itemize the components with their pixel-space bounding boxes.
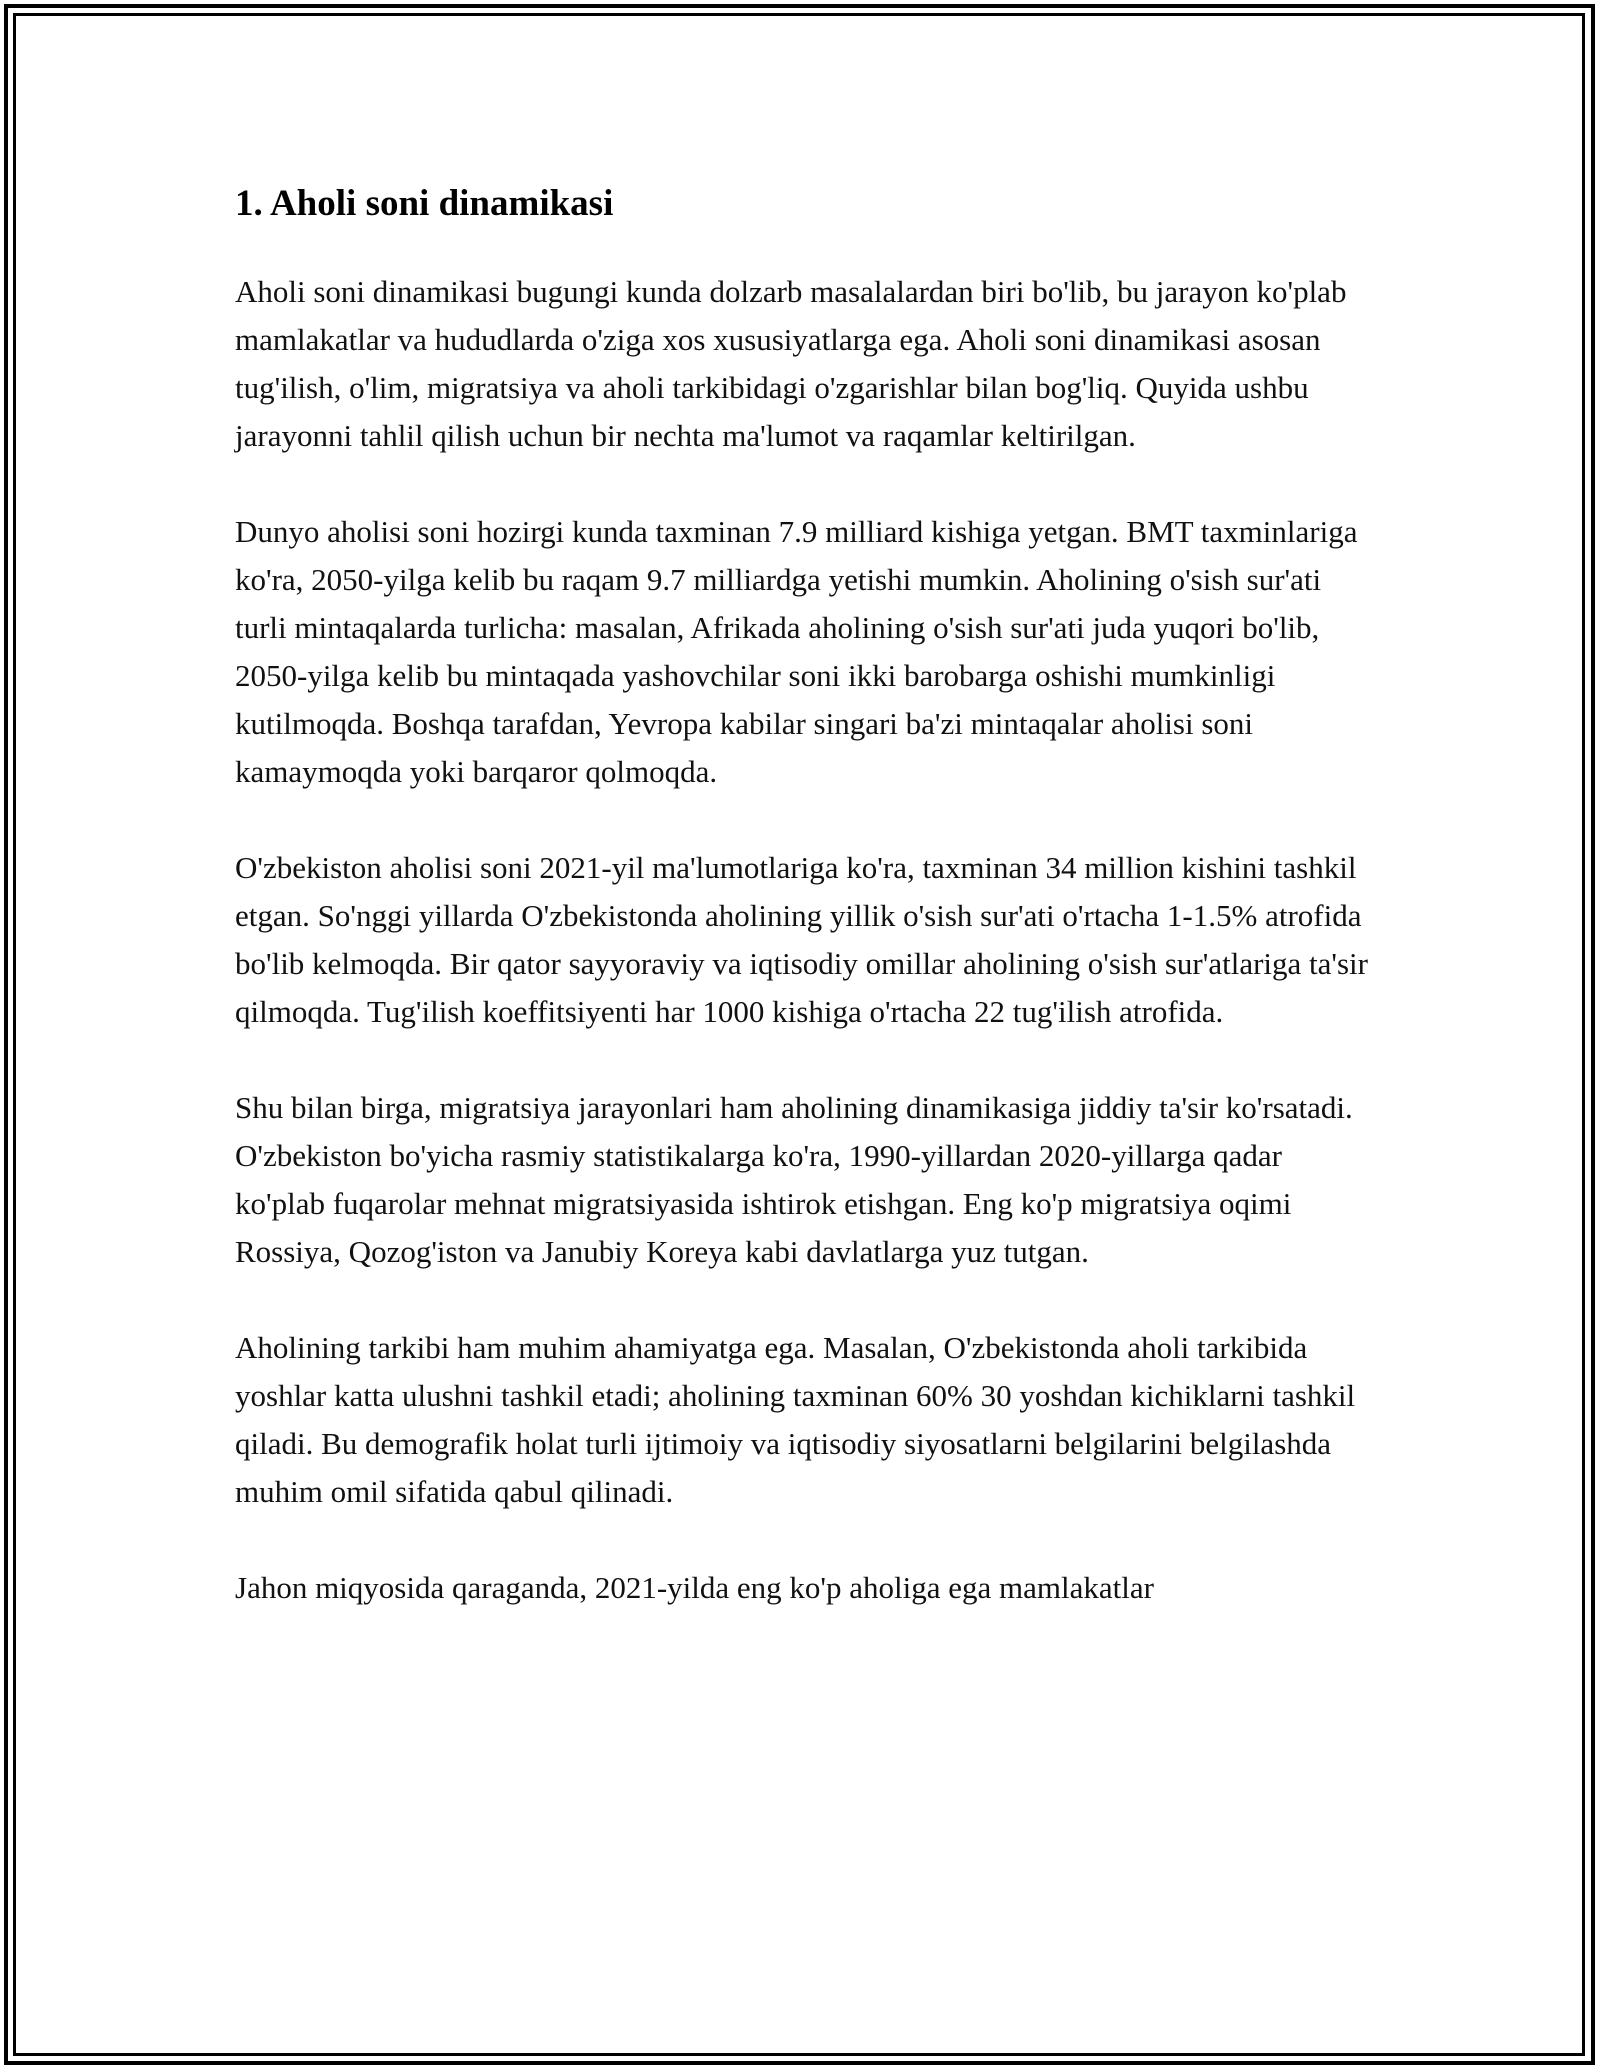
section-heading: 1. Aholi soni dinamikasi	[235, 183, 614, 224]
paragraph-intro: Aholi soni dinamikasi bugungi kunda dolzarb masalalardan biri bo'lib, bu jarayon ko'plab mamlakatlar va hududlarda o'ziga xos xususiyatlarga ega. Aholi soni dinamikasi asosan tug'ilish, o'lim, migratsiya va aholi tarkibidagi o'zgarishlar bilan bog'liq. Quyida ushbu jarayonni tahlil qilish uchun bir nechta ma'lumot va raqamlar keltirilgan.	[235, 274, 1347, 454]
paragraph-global-comparison: Jahon miqyosida qaraganda, 2021-yilda eng ko'p aholiga ega mamlakatlar	[235, 1570, 1154, 1606]
document-body	[235, 182, 1375, 1660]
paragraph-migration: Shu bilan birga, migratsiya jarayonlari ham aholining dinamikasiga jiddiy ta'sir ko'rsatadi. O'zbekiston bo'yicha rasmiy statistikalarga ko'ra, 1990-yillardan 2020-yillarga qadar ko'plab fuqarolar mehnat migratsiyasida ishtirok etishgan. Eng ko'p migratsiya oqimi Rossiya, Qozog'iston va Janubiy Koreya kabi davlatlarga yuz tutgan.	[235, 1090, 1353, 1270]
paragraph-uzbekistan-population: O'zbekiston aholisi soni 2021-yil ma'lumotlariga ko'ra, taxminan 34 million kishini tashkil etgan. So'nggi yillarda O'zbekistonda aholining yillik o'sish sur'ati o'rtacha 1-1.5% atrofida bo'lib kelmoqda. Bir qator sayyoraviy va iqtisodiy omillar aholining o'sish sur'atlariga ta'sir qilmoqda. Tug'ilish koeffitsiyenti har 1000 kishiga o'rtacha 22 tug'ilish atrofida.	[235, 850, 1368, 1030]
paragraph-world-population: Dunyo aholisi soni hozirgi kunda taxminan 7.9 milliard kishiga yetgan. BMT taxminlariga ko'ra, 2050-yilga kelib bu raqam 9.7 milliardga yetishi mumkin. Aholining o'sish sur'ati turli mintaqalarda turlicha: masalan, Afrikada aholining o'sish sur'ati juda yuqori bo'lib, 2050-yilga kelib bu mintaqada yashovchilar soni ikki barobarga oshishi mumkinligi kutilmoqda. Boshqa tarafdan, Yevropa kabilar singari ba'zi mintaqalar aholisi soni kamaymoqda yoki barqaror qolmoqda.	[235, 514, 1358, 790]
paragraph-population-structure: Aholining tarkibi ham muhim ahamiyatga ega. Masalan, O'zbekistonda aholi tarkibida yoshlar katta ulushni tashkil etadi; aholining taxminan 60% 30 yoshdan kichiklarni tashkil qiladi. Bu demografik holat turli ijtimoiy va iqtisodiy siyosatlarni belgilarini belgilashda muhim omil sifatida qabul qilinadi.	[235, 1330, 1356, 1510]
